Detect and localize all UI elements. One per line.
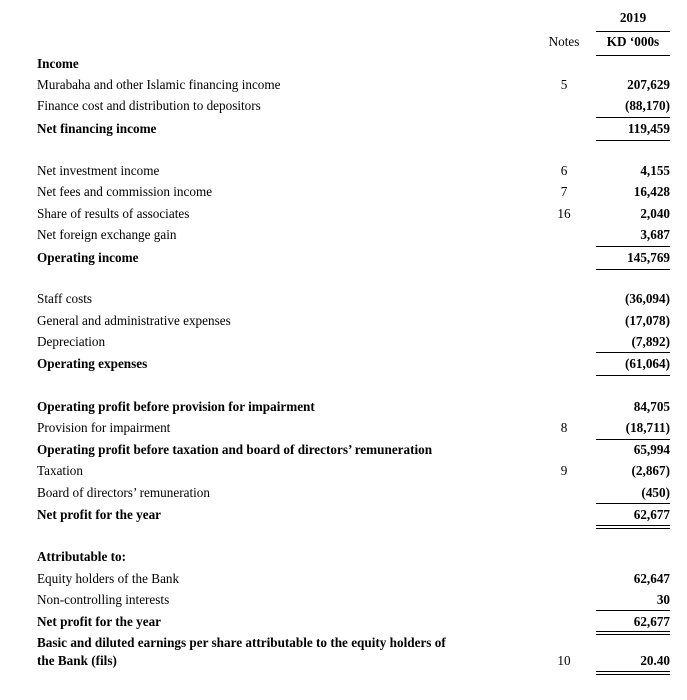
row-label: General and administrative expenses — [37, 313, 231, 328]
row-value: (36,094) — [624, 291, 670, 306]
row-note: 16 — [557, 206, 571, 221]
income-heading-row — [0, 53, 687, 74]
board-remuneration-row — [0, 482, 687, 503]
operating-expenses-row — [0, 353, 687, 374]
row-label: Attributable to: — [37, 549, 127, 564]
row-label: Net financing income — [37, 121, 157, 136]
row-label: Net investment income — [37, 163, 160, 178]
unit-header: KD ‘000s — [606, 34, 660, 49]
net-profit-row — [0, 504, 687, 525]
non-controlling-row — [0, 589, 687, 610]
row-label: Non-controlling interests — [37, 592, 170, 607]
row-value: 62,647 — [633, 571, 670, 586]
row-label: Taxation — [37, 463, 83, 478]
row-label: Basic and diluted earnings per share attributable to the equity holders of — [37, 635, 446, 650]
row-label: Net profit for the year — [37, 614, 162, 629]
row-note: 7 — [560, 184, 568, 199]
row-label: the Bank (fils) — [37, 653, 117, 668]
murabaha-income-row — [0, 74, 687, 95]
row-label: Finance cost and distribution to depositors — [37, 98, 261, 113]
row-value: (17,078) — [624, 313, 670, 328]
associates-row — [0, 203, 687, 224]
net-financing-income-row — [0, 118, 687, 139]
operating-profit-before-provision-row — [0, 396, 687, 417]
total-double-rule — [596, 525, 670, 529]
subtotal-bottom-rule — [596, 269, 670, 270]
notes-header: Notes — [548, 34, 580, 49]
row-label: Depreciation — [37, 334, 106, 349]
subtotal-bottom-rule — [596, 375, 670, 376]
row-value: 3,687 — [640, 227, 670, 242]
row-label: Net foreign exchange gain — [37, 227, 177, 242]
row-label: Income — [37, 56, 79, 71]
finance-cost-row — [0, 95, 687, 116]
row-value: 84,705 — [633, 399, 670, 414]
row-value: 207,629 — [627, 77, 670, 92]
equity-holders-row — [0, 568, 687, 589]
operating-income-row — [0, 247, 687, 268]
row-value: 65,994 — [633, 442, 670, 457]
row-label: Net fees and commission income — [37, 184, 213, 199]
row-value: (88,170) — [624, 98, 670, 113]
row-label: Murabaha and other Islamic financing income — [37, 77, 281, 92]
row-value: 145,769 — [627, 250, 670, 265]
row-value: 119,459 — [627, 121, 670, 136]
depreciation-row — [0, 331, 687, 352]
row-label: Operating expenses — [37, 356, 148, 371]
row-value: 30 — [656, 592, 670, 607]
row-label: Operating profit before taxation and board of directors’ remuneration — [37, 442, 433, 457]
row-label: Board of directors’ remuneration — [37, 485, 210, 500]
row-note: 8 — [560, 420, 568, 435]
row-label: Operating profit before provision for impairment — [37, 399, 315, 414]
row-note: 10 — [557, 653, 571, 668]
row-note: 5 — [560, 77, 568, 92]
row-label: Provision for impairment — [37, 420, 171, 435]
attributable-heading-row — [0, 546, 687, 567]
general-admin-row — [0, 310, 687, 331]
subtotal-bottom-rule — [596, 140, 670, 141]
row-value: (7,892) — [631, 334, 670, 349]
row-value: 2,040 — [640, 206, 670, 221]
row-note: 9 — [560, 463, 568, 478]
staff-costs-row — [0, 288, 687, 309]
row-label: Staff costs — [37, 291, 93, 306]
row-label: Share of results of associates — [37, 206, 190, 221]
operating-profit-before-tax-row — [0, 439, 687, 460]
row-value: (61,064) — [624, 356, 670, 371]
row-value: 62,677 — [633, 614, 670, 629]
row-label: Net profit for the year — [37, 507, 162, 522]
row-label: Operating income — [37, 250, 139, 265]
row-note: 6 — [560, 163, 568, 178]
row-value: (450) — [641, 485, 670, 500]
net-fees-row — [0, 181, 687, 202]
net-profit-attributable-row — [0, 611, 687, 632]
row-value: 62,677 — [633, 507, 670, 522]
fx-gain-row — [0, 224, 687, 245]
row-value: (18,711) — [625, 420, 670, 435]
row-label: Equity holders of the Bank — [37, 571, 180, 586]
eps-row — [0, 650, 687, 671]
row-value: 4,155 — [640, 163, 670, 178]
row-value: (2,867) — [631, 463, 670, 478]
year-header: 2019 — [619, 10, 647, 25]
total-double-rule — [596, 671, 670, 675]
row-value: 20.40 — [640, 653, 670, 668]
net-investment-income-row — [0, 160, 687, 181]
provision-impairment-row — [0, 417, 687, 438]
row-value: 16,428 — [633, 184, 670, 199]
taxation-row — [0, 460, 687, 481]
